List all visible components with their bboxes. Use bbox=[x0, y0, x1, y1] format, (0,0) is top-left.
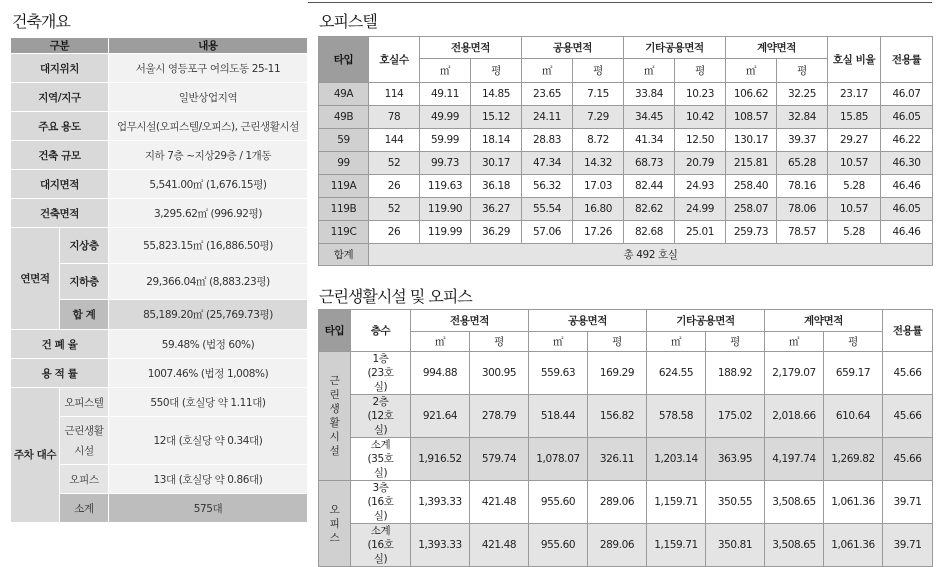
header-exclusive: 전용면적 bbox=[420, 37, 522, 59]
cell-ct-p: 1,061.36 bbox=[824, 524, 883, 567]
row-label-far: 용 적 률 bbox=[11, 359, 109, 388]
row-type: 59 bbox=[319, 129, 369, 152]
cell-ot-p: 350.81 bbox=[706, 524, 765, 567]
cell-ot-m: 1,159.71 bbox=[647, 524, 706, 567]
header-pyeong: 평 bbox=[471, 59, 522, 83]
cell-ex-m: 119.90 bbox=[420, 198, 471, 221]
row-floor: 1층 (23호실) bbox=[351, 352, 411, 395]
cell-co-m: 56.32 bbox=[522, 175, 573, 198]
cell-ct-m: 258.07 bbox=[726, 198, 777, 221]
cell-ct-p: 1,061.36 bbox=[824, 481, 883, 524]
row-type: 119B bbox=[319, 198, 369, 221]
table-row bbox=[319, 395, 933, 438]
header-pyeong: 평 bbox=[470, 332, 529, 352]
table-row bbox=[319, 524, 933, 567]
cell-ct-p: 65.28 bbox=[777, 152, 828, 175]
table-row bbox=[319, 198, 933, 221]
cell-co-m: 955.60 bbox=[529, 481, 588, 524]
row-label-parking: 주차 대수 bbox=[11, 388, 60, 523]
header-pyeong: 평 bbox=[573, 59, 624, 83]
cell-ex-m: 49.99 bbox=[420, 106, 471, 129]
row-label-site-area: 대지면적 bbox=[11, 170, 109, 199]
cell-ex-m: 49.11 bbox=[420, 83, 471, 106]
cell-ct-p: 78.16 bbox=[777, 175, 828, 198]
row-value-far: 1007.46% (법정 1,008%) bbox=[109, 359, 308, 388]
row-type: 49A bbox=[319, 83, 369, 106]
cell-ex-p: 14.85 bbox=[471, 83, 522, 106]
table-row bbox=[319, 83, 933, 106]
cell-ex-p: 30.17 bbox=[471, 152, 522, 175]
cell-ot-m: 34.45 bbox=[624, 106, 675, 129]
cell-ct-m: 2,018.66 bbox=[765, 395, 824, 438]
cell-ot-p: 24.93 bbox=[675, 175, 726, 198]
cell-units: 144 bbox=[369, 129, 420, 152]
cell-ex-p: 36.27 bbox=[471, 198, 522, 221]
cell-ct-m: 130.17 bbox=[726, 129, 777, 152]
cell-ct-p: 1,269.82 bbox=[824, 438, 883, 481]
cell-co-m: 47.34 bbox=[522, 152, 573, 175]
cell-ratio: 23.17 bbox=[828, 83, 881, 106]
cell-ot-p: 20.79 bbox=[675, 152, 726, 175]
cell-ot-m: 68.73 bbox=[624, 152, 675, 175]
row-label-coverage: 건 폐 율 bbox=[11, 330, 109, 359]
cell-ct-p: 610.64 bbox=[824, 395, 883, 438]
row-label-parking-officetel: 오피스텔 bbox=[60, 388, 109, 417]
cell-co-m: 55.54 bbox=[522, 198, 573, 221]
table-row bbox=[319, 438, 933, 481]
cell-ct-p: 78.57 bbox=[777, 221, 828, 244]
cell-excl: 46.46 bbox=[881, 221, 933, 244]
row-type: 119C bbox=[319, 221, 369, 244]
header-pyeong: 평 bbox=[675, 59, 726, 83]
row-value-parking-subtotal: 575대 bbox=[109, 494, 308, 523]
group-label-retail: 근린생활시설 bbox=[319, 352, 351, 481]
row-label-parking-subtotal: 소계 bbox=[60, 494, 109, 523]
cell-ex-m: 99.73 bbox=[420, 152, 471, 175]
row-label-parking-retail: 근린생활 시설 bbox=[60, 417, 109, 465]
header-sqm: ㎡ bbox=[647, 332, 706, 352]
row-label-above-ground: 지상층 bbox=[60, 228, 109, 264]
header-floor: 층수 bbox=[351, 310, 411, 352]
cell-ratio: 5.28 bbox=[828, 221, 881, 244]
cell-units: 78 bbox=[369, 106, 420, 129]
cell-co-p: 326.11 bbox=[588, 438, 647, 481]
header-sqm: ㎡ bbox=[529, 332, 588, 352]
cell-excl: 45.66 bbox=[883, 395, 933, 438]
cell-ex-p: 278.79 bbox=[470, 395, 529, 438]
cell-ct-m: 259.73 bbox=[726, 221, 777, 244]
row-floor: 2층 (12호실) bbox=[351, 395, 411, 438]
header-contract: 계약면적 bbox=[726, 37, 828, 59]
cell-ex-m: 994.88 bbox=[411, 352, 470, 395]
cell-excl: 39.71 bbox=[883, 524, 933, 567]
cell-excl: 46.05 bbox=[881, 106, 933, 129]
cell-ex-p: 15.12 bbox=[471, 106, 522, 129]
building-overview-title: 건축개요 bbox=[12, 12, 70, 31]
cell-ex-m: 1,393.33 bbox=[411, 481, 470, 524]
table-row bbox=[319, 352, 933, 395]
cell-ct-m: 106.62 bbox=[726, 83, 777, 106]
header-sqm: ㎡ bbox=[624, 59, 675, 83]
table-row bbox=[319, 221, 933, 244]
cell-ot-m: 33.84 bbox=[624, 83, 675, 106]
cell-co-m: 955.60 bbox=[529, 524, 588, 567]
cell-ot-m: 82.68 bbox=[624, 221, 675, 244]
cell-ot-p: 188.92 bbox=[706, 352, 765, 395]
cell-ot-p: 25.01 bbox=[675, 221, 726, 244]
row-type: 49B bbox=[319, 106, 369, 129]
row-value-site-area: 5,541.00㎡ (1,676.15평) bbox=[109, 170, 308, 199]
cell-ot-m: 624.55 bbox=[647, 352, 706, 395]
cell-ct-m: 258.40 bbox=[726, 175, 777, 198]
cell-ex-m: 1,916.52 bbox=[411, 438, 470, 481]
cell-ex-p: 421.48 bbox=[470, 481, 529, 524]
cell-ct-p: 39.37 bbox=[777, 129, 828, 152]
header-other-common: 기타공용면적 bbox=[647, 310, 765, 332]
header-common: 공용면적 bbox=[522, 37, 624, 59]
table-row bbox=[319, 152, 933, 175]
cell-ot-p: 10.23 bbox=[675, 83, 726, 106]
cell-ex-p: 300.95 bbox=[470, 352, 529, 395]
header-exclusive-ratio: 전용률 bbox=[881, 37, 933, 83]
header-exclusive: 전용면적 bbox=[411, 310, 529, 332]
cell-excl: 45.66 bbox=[883, 438, 933, 481]
top-rule bbox=[308, 2, 932, 3]
cell-ot-p: 10.42 bbox=[675, 106, 726, 129]
header-pyeong: 평 bbox=[706, 332, 765, 352]
cell-ct-m: 4,197.74 bbox=[765, 438, 824, 481]
header-sqm: ㎡ bbox=[726, 59, 777, 83]
row-label-floor-area: 연면적 bbox=[11, 228, 60, 330]
cell-ct-m: 215.81 bbox=[726, 152, 777, 175]
row-type: 119A bbox=[319, 175, 369, 198]
table-row bbox=[319, 129, 933, 152]
cell-co-p: 7.15 bbox=[573, 83, 624, 106]
cell-ot-m: 1,203.14 bbox=[647, 438, 706, 481]
table-row bbox=[319, 175, 933, 198]
cell-ex-p: 18.14 bbox=[471, 129, 522, 152]
row-label-site-location: 대지위치 bbox=[11, 54, 109, 83]
header-sqm: ㎡ bbox=[522, 59, 573, 83]
row-label-floor-total: 합 계 bbox=[60, 300, 109, 330]
cell-ct-m: 3,508.65 bbox=[765, 524, 824, 567]
row-value-above-ground: 55,823.15㎡ (16,886.50평) bbox=[109, 228, 308, 264]
cell-ex-p: 36.18 bbox=[471, 175, 522, 198]
cell-co-m: 57.06 bbox=[522, 221, 573, 244]
cell-units: 52 bbox=[369, 152, 420, 175]
cell-co-p: 7.29 bbox=[573, 106, 624, 129]
row-value-zone: 일반상업지역 bbox=[109, 83, 308, 112]
cell-co-m: 24.11 bbox=[522, 106, 573, 129]
row-value-below-ground: 29,366.04㎡ (8,883.23평) bbox=[109, 264, 308, 300]
cell-units: 52 bbox=[369, 198, 420, 221]
cell-co-m: 559.63 bbox=[529, 352, 588, 395]
total-value: 총 492 호실 bbox=[369, 244, 933, 266]
building-overview-table bbox=[10, 37, 308, 523]
header-common: 공용면적 bbox=[529, 310, 647, 332]
cell-ct-m: 2,179.07 bbox=[765, 352, 824, 395]
cell-ratio: 15.85 bbox=[828, 106, 881, 129]
officetel-title: 오피스텔 bbox=[319, 12, 377, 31]
table-row bbox=[319, 481, 933, 524]
total-label: 합계 bbox=[319, 244, 369, 266]
cell-ot-p: 12.50 bbox=[675, 129, 726, 152]
cell-ex-m: 119.63 bbox=[420, 175, 471, 198]
row-floor: 소계 (16호실) bbox=[351, 524, 411, 567]
row-value-floor-total: 85,189.20㎡ (25,769.73평) bbox=[109, 300, 308, 330]
row-value-site-location: 서울시 영등포구 여의도동 25-11 bbox=[109, 54, 308, 83]
cell-ex-p: 421.48 bbox=[470, 524, 529, 567]
row-label-below-ground: 지하층 bbox=[60, 264, 109, 300]
row-floor: 소계 (35호실) bbox=[351, 438, 411, 481]
retail-office-table bbox=[318, 309, 933, 567]
cell-units: 114 bbox=[369, 83, 420, 106]
cell-co-p: 14.32 bbox=[573, 152, 624, 175]
row-value-parking-office: 13대 (호실당 약 0.86대) bbox=[109, 465, 308, 494]
cell-ex-m: 921.64 bbox=[411, 395, 470, 438]
cell-ex-m: 59.99 bbox=[420, 129, 471, 152]
row-label-zone: 지역/지구 bbox=[11, 83, 109, 112]
cell-ct-p: 32.84 bbox=[777, 106, 828, 129]
cell-ot-m: 578.58 bbox=[647, 395, 706, 438]
cell-co-p: 169.29 bbox=[588, 352, 647, 395]
cell-ot-p: 175.02 bbox=[706, 395, 765, 438]
cell-co-m: 1,078.07 bbox=[529, 438, 588, 481]
row-label-scale: 건축 규모 bbox=[11, 141, 109, 170]
header-pyeong: 평 bbox=[777, 59, 828, 83]
header-pyeong: 평 bbox=[588, 332, 647, 352]
cell-ot-m: 82.44 bbox=[624, 175, 675, 198]
header-type: 타입 bbox=[319, 37, 369, 83]
header-content: 내용 bbox=[109, 38, 308, 54]
cell-co-m: 28.83 bbox=[522, 129, 573, 152]
cell-ratio: 29.27 bbox=[828, 129, 881, 152]
cell-excl: 46.46 bbox=[881, 175, 933, 198]
cell-excl: 39.71 bbox=[883, 481, 933, 524]
cell-ratio: 5.28 bbox=[828, 175, 881, 198]
cell-ct-m: 3,508.65 bbox=[765, 481, 824, 524]
header-sqm: ㎡ bbox=[420, 59, 471, 83]
cell-ct-m: 108.57 bbox=[726, 106, 777, 129]
cell-co-p: 16.80 bbox=[573, 198, 624, 221]
row-label-building-area: 건축면적 bbox=[11, 199, 109, 228]
cell-ct-p: 32.25 bbox=[777, 83, 828, 106]
cell-ct-p: 659.17 bbox=[824, 352, 883, 395]
cell-ot-m: 1,159.71 bbox=[647, 481, 706, 524]
cell-ot-p: 363.95 bbox=[706, 438, 765, 481]
cell-ot-p: 350.55 bbox=[706, 481, 765, 524]
cell-co-p: 8.72 bbox=[573, 129, 624, 152]
cell-units: 26 bbox=[369, 175, 420, 198]
cell-ex-m: 119.99 bbox=[420, 221, 471, 244]
row-value-building-area: 3,295.62㎡ (996.92평) bbox=[109, 199, 308, 228]
cell-excl: 46.07 bbox=[881, 83, 933, 106]
header-pyeong: 평 bbox=[824, 332, 883, 352]
header-category: 구분 bbox=[11, 38, 109, 54]
cell-excl: 46.30 bbox=[881, 152, 933, 175]
cell-ex-m: 1,393.33 bbox=[411, 524, 470, 567]
header-sqm: ㎡ bbox=[411, 332, 470, 352]
header-other-common: 기타공용면적 bbox=[624, 37, 726, 59]
header-contract: 계약면적 bbox=[765, 310, 883, 332]
cell-co-p: 289.06 bbox=[588, 524, 647, 567]
cell-ct-p: 78.06 bbox=[777, 198, 828, 221]
cell-units: 26 bbox=[369, 221, 420, 244]
row-floor: 3층 (16호실) bbox=[351, 481, 411, 524]
cell-ex-p: 36.29 bbox=[471, 221, 522, 244]
row-value-parking-retail: 12대 (호실당 약 0.34대) bbox=[109, 417, 308, 465]
header-sqm: ㎡ bbox=[765, 332, 824, 352]
cell-excl: 46.05 bbox=[881, 198, 933, 221]
retail-office-title: 근린생활시설 및 오피스 bbox=[319, 287, 472, 306]
group-label-office: 오피스 bbox=[319, 481, 351, 567]
header-type: 타입 bbox=[319, 310, 351, 352]
row-value-use: 업무시설(오피스텔/오피스), 근린생활시설 bbox=[109, 112, 308, 141]
header-exclusive-ratio: 전용률 bbox=[883, 310, 933, 352]
cell-ot-m: 41.34 bbox=[624, 129, 675, 152]
cell-co-m: 518.44 bbox=[529, 395, 588, 438]
officetel-table bbox=[318, 36, 933, 266]
cell-ex-p: 579.74 bbox=[470, 438, 529, 481]
cell-ratio: 10.57 bbox=[828, 152, 881, 175]
cell-ot-m: 82.62 bbox=[624, 198, 675, 221]
row-value-parking-officetel: 550대 (호실당 약 1.11대) bbox=[109, 388, 308, 417]
row-label-use: 주요 용도 bbox=[11, 112, 109, 141]
cell-co-p: 17.03 bbox=[573, 175, 624, 198]
cell-excl: 45.66 bbox=[883, 352, 933, 395]
cell-excl: 46.22 bbox=[881, 129, 933, 152]
row-value-coverage: 59.48% (법정 60%) bbox=[109, 330, 308, 359]
cell-ot-p: 24.99 bbox=[675, 198, 726, 221]
cell-co-p: 17.26 bbox=[573, 221, 624, 244]
cell-ratio: 10.57 bbox=[828, 198, 881, 221]
cell-co-p: 156.82 bbox=[588, 395, 647, 438]
row-type: 99 bbox=[319, 152, 369, 175]
cell-co-m: 23.65 bbox=[522, 83, 573, 106]
table-row bbox=[319, 106, 933, 129]
header-unit-ratio: 호실 비율 bbox=[828, 37, 881, 83]
row-value-scale: 지하 7층 ~지상29층 / 1개동 bbox=[109, 141, 308, 170]
row-label-parking-office: 오피스 bbox=[60, 465, 109, 494]
header-units: 호실수 bbox=[369, 37, 420, 83]
cell-co-p: 289.06 bbox=[588, 481, 647, 524]
